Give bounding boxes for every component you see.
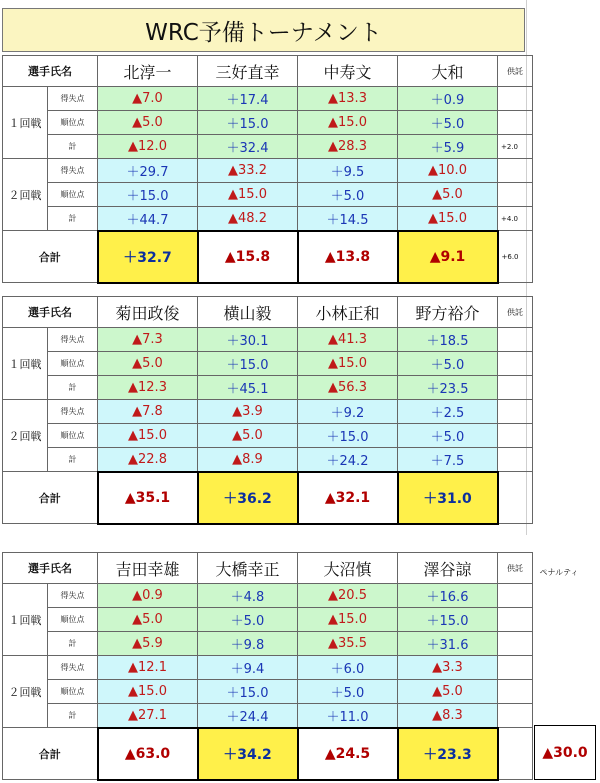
score-cell: ＋15.0 [198, 352, 298, 376]
total-value: ▲13.8 [298, 231, 398, 283]
score-cell: ＋5.9 [398, 135, 498, 159]
tournament-title: WRC予備トーナメント [2, 8, 525, 52]
score-cell: ＋7.5 [398, 448, 498, 472]
kyotaku-value: +4.0 [498, 207, 533, 231]
row-label: 順位点 [48, 424, 98, 448]
total-label: 合計 [3, 231, 98, 283]
score-cell: ▲7.0 [98, 87, 198, 111]
row-label: 得失点 [48, 87, 98, 111]
score-cell: ▲20.5 [298, 584, 398, 608]
score-cell: ▲41.3 [298, 328, 398, 352]
total-value: ▲24.5 [298, 728, 398, 780]
score-cell: ＋18.5 [398, 328, 498, 352]
score-cell: ▲27.1 [98, 704, 198, 728]
score-cell: ▲8.3 [398, 704, 498, 728]
score-cell: ＋16.6 [398, 584, 498, 608]
kyotaku-empty [498, 328, 533, 352]
total-label: 合計 [3, 728, 98, 780]
row-label: 計 [48, 704, 98, 728]
row-label: 計 [48, 135, 98, 159]
score-cell: ▲3.3 [398, 656, 498, 680]
score-cell: ＋24.4 [198, 704, 298, 728]
total-value: ＋34.2 [198, 728, 298, 780]
total-kyotaku [498, 472, 533, 524]
player-name: 中寿文 [298, 56, 398, 87]
score-cell: ▲33.2 [198, 159, 298, 183]
score-cell: ＋15.0 [98, 183, 198, 207]
score-cell: ＋9.8 [198, 632, 298, 656]
score-cell: ＋4.8 [198, 584, 298, 608]
kyotaku-empty [498, 656, 533, 680]
score-cell: ▲35.5 [298, 632, 398, 656]
score-cell: ▲12.1 [98, 656, 198, 680]
score-cell: ＋30.1 [198, 328, 298, 352]
score-cell: ▲15.0 [298, 111, 398, 135]
score-cell: ▲15.0 [298, 608, 398, 632]
score-cell: ＋9.5 [298, 159, 398, 183]
player-name: 澤谷諒 [398, 553, 498, 584]
score-cell: ＋44.7 [98, 207, 198, 231]
player-name-header: 選手氏名 [3, 56, 98, 87]
player-name: 吉田幸雄 [98, 553, 198, 584]
row-label: 計 [48, 207, 98, 231]
score-block [2, 296, 533, 525]
score-cell: ＋5.0 [398, 111, 498, 135]
score-cell: ＋15.0 [198, 680, 298, 704]
kyotaku-empty [498, 584, 533, 608]
total-value: ▲9.1 [398, 231, 498, 283]
row-label: 順位点 [48, 608, 98, 632]
player-name: 大和 [398, 56, 498, 87]
player-name: 三好直幸 [198, 56, 298, 87]
row-label: 計 [48, 632, 98, 656]
player-name: 菊田政俊 [98, 297, 198, 328]
score-cell: ＋6.0 [298, 656, 398, 680]
score-cell: ▲22.8 [98, 448, 198, 472]
round-label: １回戦 [3, 328, 48, 400]
score-cell: ＋32.4 [198, 135, 298, 159]
player-name: 北淳一 [98, 56, 198, 87]
kyotaku-header: 供託 [498, 56, 533, 87]
row-label: 計 [48, 376, 98, 400]
score-cell: ▲15.0 [98, 680, 198, 704]
row-label: 得失点 [48, 584, 98, 608]
total-value: ＋23.3 [398, 728, 498, 780]
kyotaku-value [498, 704, 533, 728]
score-cell: ＋31.6 [398, 632, 498, 656]
score-cell: ▲5.0 [398, 183, 498, 207]
kyotaku-empty [498, 159, 533, 183]
score-cell: ＋15.0 [398, 608, 498, 632]
score-cell: ＋15.0 [298, 424, 398, 448]
total-kyotaku: +6.0 [498, 231, 533, 283]
player-name: 野方裕介 [398, 297, 498, 328]
score-cell: ▲3.9 [198, 400, 298, 424]
penalty-value: ▲30.0 [534, 725, 596, 780]
score-cell: ▲8.9 [198, 448, 298, 472]
kyotaku-empty [498, 111, 533, 135]
kyotaku-value [498, 376, 533, 400]
score-cell: ＋11.0 [298, 704, 398, 728]
player-name: 大沼慎 [298, 553, 398, 584]
kyotaku-empty [498, 680, 533, 704]
score-cell: ＋24.2 [298, 448, 398, 472]
score-cell: ▲10.0 [398, 159, 498, 183]
score-cell: ＋23.5 [398, 376, 498, 400]
score-cell: ▲5.0 [198, 424, 298, 448]
kyotaku-empty [498, 352, 533, 376]
score-cell: ▲5.0 [98, 111, 198, 135]
row-label: 計 [48, 448, 98, 472]
score-block [2, 55, 533, 284]
round-label: １回戦 [3, 584, 48, 656]
round-label: １回戦 [3, 87, 48, 159]
row-label: 得失点 [48, 159, 98, 183]
score-cell: ＋5.0 [198, 608, 298, 632]
kyotaku-value [498, 632, 533, 656]
score-cell: ▲12.3 [98, 376, 198, 400]
total-value: ▲35.1 [98, 472, 198, 524]
player-name-header: 選手氏名 [3, 553, 98, 584]
kyotaku-header: 供託 [498, 297, 533, 328]
score-cell: ＋5.0 [398, 424, 498, 448]
score-cell: ▲7.3 [98, 328, 198, 352]
total-value: ＋31.0 [398, 472, 498, 524]
score-cell: ＋5.0 [298, 183, 398, 207]
score-cell: ＋15.0 [198, 111, 298, 135]
kyotaku-empty [498, 87, 533, 111]
score-cell: ▲56.3 [298, 376, 398, 400]
score-cell: ▲0.9 [98, 584, 198, 608]
kyotaku-value [498, 448, 533, 472]
score-cell: ▲5.0 [398, 680, 498, 704]
score-cell: ▲13.3 [298, 87, 398, 111]
round-label: ２回戦 [3, 159, 48, 231]
total-label: 合計 [3, 472, 98, 524]
score-cell: ＋14.5 [298, 207, 398, 231]
score-cell: ▲15.0 [398, 207, 498, 231]
row-label: 順位点 [48, 680, 98, 704]
row-label: 順位点 [48, 111, 98, 135]
player-name: 横山毅 [198, 297, 298, 328]
score-block [2, 552, 533, 781]
row-label: 順位点 [48, 352, 98, 376]
total-value: ＋32.7 [98, 231, 198, 283]
penalty-label: ペナルティ [539, 568, 579, 577]
score-cell: ＋45.1 [198, 376, 298, 400]
score-cell: ＋9.4 [198, 656, 298, 680]
kyotaku-header: 供託 [498, 553, 533, 584]
row-label: 得失点 [48, 328, 98, 352]
score-cell: ▲48.2 [198, 207, 298, 231]
score-cell: ＋5.0 [398, 352, 498, 376]
score-cell: ▲5.0 [98, 608, 198, 632]
kyotaku-empty [498, 183, 533, 207]
score-cell: ＋17.4 [198, 87, 298, 111]
score-cell: ▲28.3 [298, 135, 398, 159]
kyotaku-empty [498, 608, 533, 632]
round-label: ２回戦 [3, 656, 48, 728]
score-cell: ▲15.0 [98, 424, 198, 448]
row-label: 得失点 [48, 656, 98, 680]
player-name-header: 選手氏名 [3, 297, 98, 328]
score-cell: ＋9.2 [298, 400, 398, 424]
score-cell: ▲12.0 [98, 135, 198, 159]
row-label: 得失点 [48, 400, 98, 424]
score-cell: ＋0.9 [398, 87, 498, 111]
player-name: 小林正和 [298, 297, 398, 328]
score-cell: ＋5.0 [298, 680, 398, 704]
total-value: ▲63.0 [98, 728, 198, 780]
total-value: ＋36.2 [198, 472, 298, 524]
score-cell: ▲15.0 [298, 352, 398, 376]
score-cell: ＋2.5 [398, 400, 498, 424]
player-name: 大橋幸正 [198, 553, 298, 584]
round-label: ２回戦 [3, 400, 48, 472]
row-label: 順位点 [48, 183, 98, 207]
score-cell: ▲5.9 [98, 632, 198, 656]
score-cell: ▲15.0 [198, 183, 298, 207]
kyotaku-empty [498, 424, 533, 448]
total-value: ▲32.1 [298, 472, 398, 524]
total-kyotaku [498, 728, 533, 780]
score-cell: ▲5.0 [98, 352, 198, 376]
score-cell: ▲7.8 [98, 400, 198, 424]
total-value: ▲15.8 [198, 231, 298, 283]
kyotaku-value: +2.0 [498, 135, 533, 159]
score-cell: ＋29.7 [98, 159, 198, 183]
kyotaku-empty [498, 400, 533, 424]
